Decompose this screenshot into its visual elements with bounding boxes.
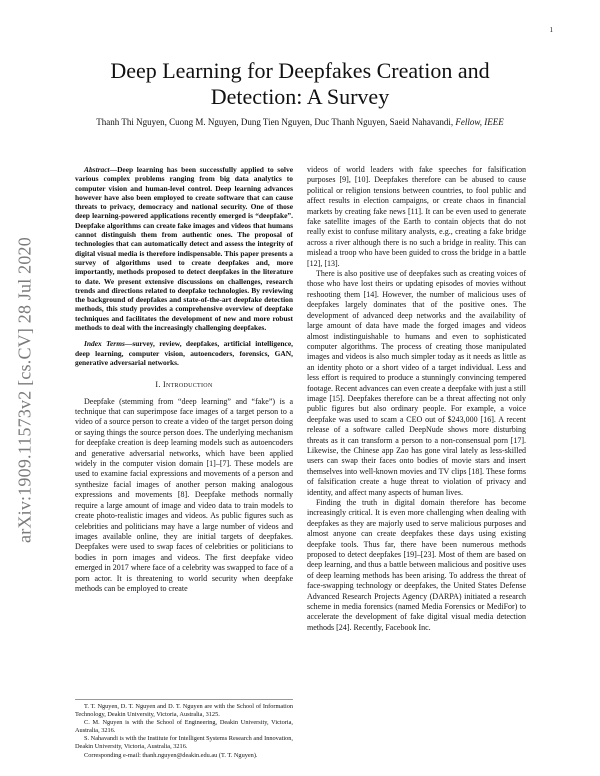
footnote-4: Corresponding e-mail: thanh.nguyen@deakin.edu.au (T. T. Nguyen). bbox=[84, 751, 258, 759]
index-terms-body: —survey, review, deepfakes, artificial intelligence, deep learning, computer vision, autoencoders, forensics, GAN, generative adversarial networks. bbox=[75, 339, 293, 367]
footnote-3: S. Nahavandi is with the Institute for Intelligent Systems Research and Innovation, Deakin University, Victoria, Australia, 3216. bbox=[75, 735, 293, 750]
section-number: I. bbox=[155, 380, 161, 390]
right-paragraph-3: Finding the truth in digital domain therefore has become increasingly critical. It is even more challenging when dealing with deepfakes as they are majorly used to serve malicious purposes and almost anyone can create deepfakes these days using existing deepfake tools. Thus far, there have been numerous methods proposed to detect deepfakes [19]–[23]. Most of them are based on deep learning, and thus a battle between malicious and positive uses of deep learning methods has been arising. To address the threat of face-swapping technology or deepfakes, the United States Defense Advanced Research Projects Agency (DARPA) initiated a research scheme in media forensics (named Media Forensics or MediFor) to accelerate the development of fake digital visual media detection methods [24]. Recently, Facebook Inc. bbox=[307, 498, 526, 632]
index-terms-lead: Index Terms bbox=[84, 339, 125, 349]
paper-title bbox=[60, 58, 540, 110]
page-number: 1 bbox=[549, 26, 553, 34]
author-names: Thanh Thi Nguyen, Cuong M. Nguyen, Dung Tien Nguyen, Duc Thanh Nguyen, Saeid Nahavandi, bbox=[96, 117, 454, 127]
author-list bbox=[40, 117, 560, 127]
intro-paragraph-1: Deepfake (stemming from “deep learning” and “fake”) is a technique that can superimpose face images of a target person to a video of a source person to create a video of the target person doing or saying things the source person does. The underlying mechanism for deepfake creation is deep learning models such as autoencoders and generative adversarial networks, which have been applied widely in the computer vision domain [1]–[7]. These models are used to examine facial expressions and movements of a person and synthesize facial images of another person making analogous expressions and movements [8]. Deepfake methods normally require a large amount of image and video data to train models to create photo-realistic images and videos. As public figures such as celebrities and politicians may have a large number of videos and images available online, they are initial targets of deepfakes. Deepfakes were used to swap faces of celebrities or politicians to bodies in porn images and videos. The first deepfake video emerged in 2017 where face of a celebrity was swapped to face of a porn actor. It is threatening to world security when deepfake methods can be employed to create bbox=[75, 396, 293, 593]
index-terms bbox=[75, 339, 293, 367]
abstract-body: —Deep learning has been successfully applied to solve various complex problems ranging from big data analytics to computer vision and human-level control. Deep learning advances however have also been employed to create software that can cause threats to privacy, democracy and national security. One of those deep learning-powered applications recently emerged is “deepfake”. Deepfake algorithms can create fake images and videos that humans cannot distinguish them from authentic ones. The proposal of technologies that can automatically detect and assess the integrity of digital visual media is therefore indispensable. This paper presents a survey of algorithms used to create deepfakes and, more importantly, methods proposed to detect deepfakes in the literature to date. We present extensive discussions on challenges, research trends and directions related to deepfake technologies. By reviewing the background of deepfakes and state-of-the-art deepfake detection methods, this study provides a comprehensive overview of deepfake techniques and facilitates the development of new and more robust methods to deal with the increasingly challenging deepfakes. bbox=[75, 165, 293, 333]
footnotes bbox=[75, 699, 293, 760]
footnote-2: C. M. Nguyen is with the School of Engineering, Deakin University, Victoria, Australia, 3216. bbox=[75, 719, 293, 734]
arxiv-stamp-text: arXiv:1909.11573v2 [cs.CV] 28 Jul 2020 bbox=[14, 237, 35, 543]
author-suffix: Fellow, IEEE bbox=[455, 117, 504, 127]
title-line-2: Detection: A Survey bbox=[210, 84, 390, 109]
abstract bbox=[75, 165, 293, 332]
right-paragraph-2: There is also positive use of deepfakes such as creating voices of those who have lost theirs or updating episodes of movies without reshooting them [14]. However, the number of malicious uses of deepfakes largely dominates that of the positive ones. The development of advanced deep networks and the availability of large amount of data have made the forged images and videos almost indistinguishable to humans and even to sophisticated computer algorithms. The process of creating those manipulated images and videos is also much simpler today as it needs as little as an identity photo or a short video of a target individual. Less and less effort is required to produce a stunningly convincing tempered footage. Recent advances can even create a deepfake with just a still image [15]. Deepfakes therefore can be a threat affecting not only public figures but also ordinary people. For example, a voice deepfake was used to scam a CEO out of $243,000 [16]. A recent release of a software called DeepNude shows more disturbing threats as it can transform a person to a non-consensual porn [17]. Likewise, the Chinese app Zao has gone viral lately as less-skilled users can swap their faces onto bodies of movie stars and insert themselves into well-known movies and TV clips [18]. These forms of falsification create a huge threat to violation of privacy and identity, and affect many aspects of human lives. bbox=[307, 269, 526, 497]
section-title: Introduction bbox=[162, 380, 213, 390]
right-paragraph-1: videos of world leaders with fake speeches for falsification purposes [9], [10]. Deepfakes therefore can be abused to cause political or religion tensions between countries, to fool public and affect results in election campaigns, or create chaos in financial markets by creating fake news [11]. It can be even used to generate fake satellite images of the Earth to contain objects that do not really exist to confuse military analysts, e.g., creating a fake bridge across a river although there is no such a bridge in reality. This can mislead a troop who have been guided to cross the bridge in a battle [12], [13]. bbox=[307, 165, 526, 268]
right-column bbox=[307, 165, 526, 633]
arxiv-stamp bbox=[14, 185, 36, 595]
left-column bbox=[75, 165, 293, 594]
section-heading bbox=[75, 380, 293, 390]
abstract-lead: Abstract bbox=[84, 165, 110, 174]
footnote-1: T. T. Nguyen, D. T. Nguyen and D. T. Nguyen are with the School of Information Technology, Deakin University, Victoria, Australia, 3125. bbox=[75, 703, 293, 718]
title-line-1: Deep Learning for Deepfakes Creation and bbox=[110, 58, 490, 83]
